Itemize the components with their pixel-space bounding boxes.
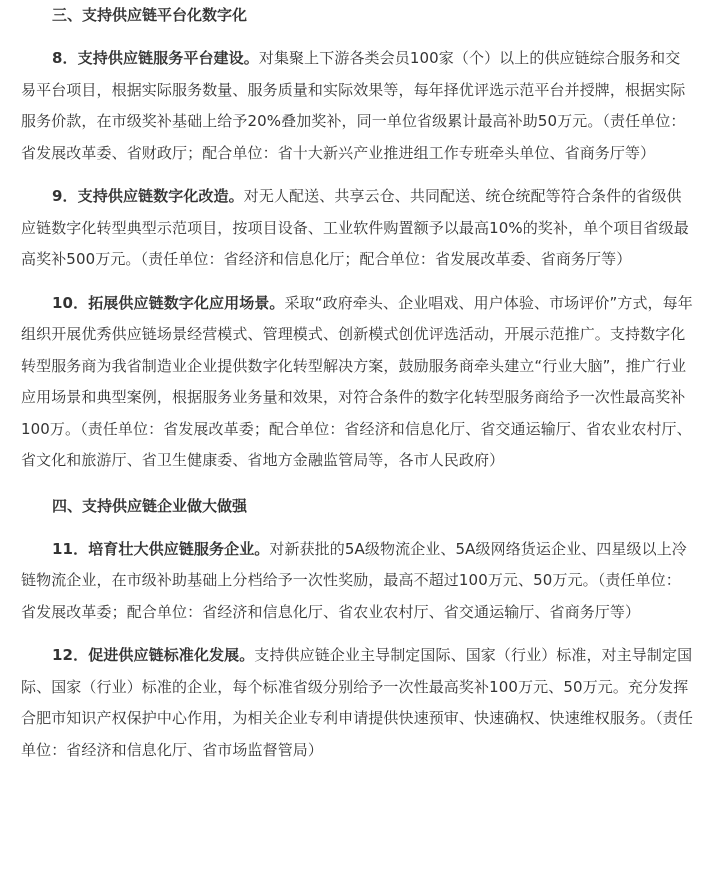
paragraph-item-10 <box>21 288 693 477</box>
item-number: 11． <box>52 539 89 558</box>
item-body: 对无人配送、共享云仓、共同配送、统仓统配等符合条件的省级供应链数字化转型典型示范项目，按项目设备、工业软件购置额予以最高10%的奖补，单个项目省级最高奖补500万元。（责任单位：省经济和信息化厅；配合单位：省发展改革委、省商务厅等） <box>21 187 689 268</box>
item-title: 促进供应链标准化发展。 <box>88 646 255 664</box>
spacer <box>21 522 693 534</box>
spacer <box>21 628 693 640</box>
section-heading-4: 四、支持供应链企业做大做强 <box>52 496 248 515</box>
item-body: 采取“政府牵头、企业唱戏、用户体验、市场评价”方式，每年组织开展优秀供应链场景经营模式、管理模式、创新模式创优评选活动，开展示范推广。支持数字化转型服务商为我省制造业企业提供数字化转型解决方案，鼓励服务商牵头建立“行业大脑”，推广行业应用场景和典型案例，根据服务业务量和效果，对符合条件的数字化转型服务商给予一次性最高奖补100万。（责任单位：省发展改革委；配合单位：省经济和信息化厅、省交通运输厅、省农业农村厅、省文化和旅游厅、省卫生健康委、省地方金融监管局等，各市人民政府） <box>21 293 693 469</box>
paragraph-item-12 <box>21 640 693 766</box>
item-number: 10． <box>52 293 89 312</box>
item-title: 培育壮大供应链服务企业。 <box>88 539 270 558</box>
paragraph-item-9 <box>21 181 693 276</box>
item-body: 对新获批的5A级物流企业、5A级网络货运企业、四星级以上冷链物流企业，在市级补助基础上分档给予一次性奖励，最高不超过100万元、50万元。（责任单位：省发展改革委；配合单位：省经济和信息化厅、省农业农村厅、省交通运输厅、省商务厅等） <box>21 539 687 621</box>
paragraph-item-11 <box>21 534 693 629</box>
spacer <box>21 169 693 181</box>
item-number: 12． <box>52 646 89 664</box>
section-heading-3: 三、支持供应链平台化数字化 <box>52 6 248 24</box>
spacer <box>21 276 693 288</box>
item-title: 支持供应链服务平台建设。 <box>77 49 259 67</box>
item-title: 支持供应链数字化改造。 <box>77 187 244 205</box>
item-title: 拓展供应链数字化应用场景。 <box>88 293 285 312</box>
paragraph-item-8 <box>21 43 693 169</box>
item-body: 对集聚上下游各类会员100家（个）以上的供应链综合服务和交易平台项目，根据实际服务数量、服务质量和实际效果等，每年择优评选示范平台并授牌，根据实际服务价款，在市级奖补基础上给予20%叠加奖补，同一单位省级累计最高补助50万元。（责任单位：省发展改革委、省财政厅；配合单位：省十大新兴产业推进组工作专班牵头单位、省商务厅等） <box>21 49 686 162</box>
spacer <box>21 477 693 491</box>
item-number: 8． <box>52 49 78 67</box>
item-body: 支持供应链企业主导制定国际、国家（行业）标准，对主导制定国际、国家（行业）标准的企业，每个标准省级分别给予一次性最高奖补100万元、50万元。充分发挥合肥市知识产权保护中心作用，为相关企业专利申请提供快速预审、快速确权、快速维权服务。（责任单位：省经济和信息化厅、省市场监督管局） <box>21 646 694 759</box>
spacer <box>21 31 693 43</box>
item-number: 9． <box>52 187 78 205</box>
